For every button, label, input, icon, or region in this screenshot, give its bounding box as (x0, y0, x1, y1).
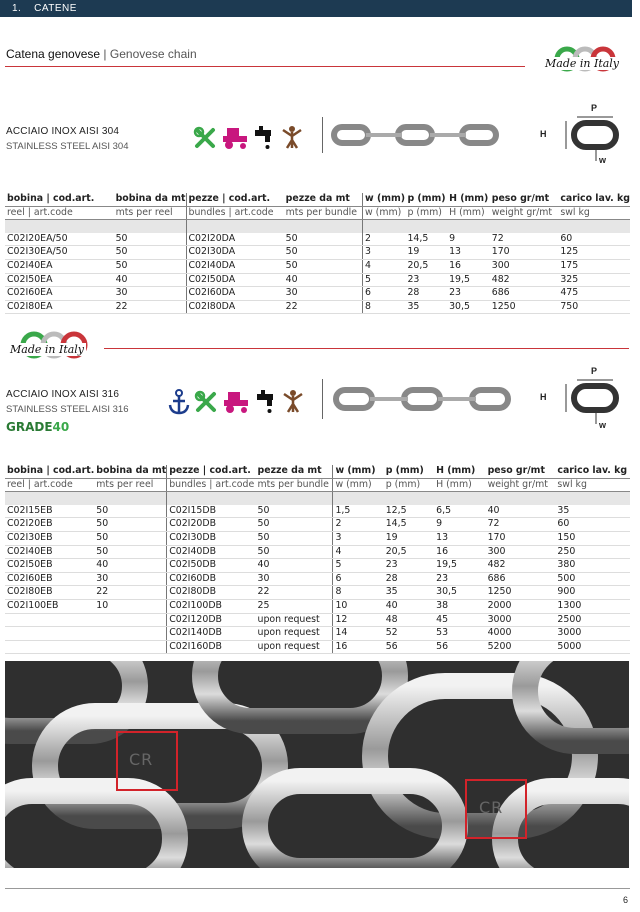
table-cell: C02I40DA (186, 259, 284, 273)
table-cell: 1,5 (333, 505, 384, 518)
table-cell: 50 (284, 233, 363, 246)
grade-number: 40 (52, 420, 70, 434)
table-cell: 19,5 (434, 559, 485, 573)
col-subheader: p (mm) (384, 478, 434, 492)
table-cell: C02I80EA (5, 300, 114, 314)
table-cell: 14 (333, 627, 384, 641)
table-cell: 50 (256, 531, 333, 545)
col-subheader: swl kg (558, 206, 630, 220)
col-subheader: bundles | art.code (186, 206, 284, 220)
table-cell: 50 (94, 518, 166, 532)
table-cell: 3 (333, 531, 384, 545)
made-in-italy-text: Made in Italy (10, 343, 85, 356)
table-cell: 35 (405, 300, 447, 314)
table-cell: C02I20DA (186, 233, 284, 246)
table-cell: C02I40DB (167, 545, 256, 559)
table-316-body (5, 505, 630, 654)
table-row (5, 559, 630, 573)
table-cell: 23 (405, 273, 447, 287)
mooring-figure-icon (279, 124, 305, 155)
table-cell: 50 (94, 531, 166, 545)
col-header: bobina da mt (114, 193, 186, 206)
table-cell: 300 (486, 545, 556, 559)
table-cell: 35 (555, 505, 630, 518)
table-cell: C02I15EB (5, 505, 94, 518)
table-cell: 40 (94, 559, 166, 573)
table-cell: 40 (384, 599, 434, 613)
table-cell: 72 (490, 233, 559, 246)
page-title-separator: | (103, 47, 107, 61)
table-cell: C02I60DB (167, 572, 256, 586)
table-cell: 12 (333, 613, 384, 627)
col-subheader: reel | art.code (5, 206, 114, 220)
grade-316-it: ACCIAIO INOX AISI 316 (6, 389, 120, 400)
table-cell: 50 (114, 259, 186, 273)
col-subheader: weight gr/mt (486, 478, 556, 492)
page-title (6, 47, 197, 61)
table-cell: 60 (558, 233, 630, 246)
table-cell: C02I40EA (5, 259, 114, 273)
table-header-row (5, 465, 630, 478)
col-header: p (mm) (405, 193, 447, 206)
table-cell: 175 (558, 259, 630, 273)
table-header-row (5, 193, 630, 206)
table-row (5, 259, 630, 273)
table-cell: C02I140DB (167, 627, 256, 641)
table-cell: 4 (333, 545, 384, 559)
table-cell: 6,5 (434, 505, 485, 518)
table-cell: C02I20EB (5, 518, 94, 532)
table-cell: 4000 (486, 627, 556, 641)
table-row (5, 246, 630, 260)
table-cell: 28 (384, 572, 434, 586)
table-cell: C02I20DB (167, 518, 256, 532)
table-cell: C02I50EA (5, 273, 114, 287)
table-cell: 38 (434, 599, 485, 613)
table-cell: 3000 (555, 627, 630, 641)
table-cell: 23 (384, 559, 434, 573)
table-cell: 40 (284, 273, 363, 287)
table-cell: 5200 (486, 640, 556, 654)
chain-closeup-photo (5, 661, 629, 868)
table-cell: C02I80DB (167, 586, 256, 600)
table-cell: 19 (384, 531, 434, 545)
table-cell: 6 (333, 572, 384, 586)
table-cell: 250 (555, 545, 630, 559)
table-cell: 150 (555, 531, 630, 545)
table-304-body (5, 233, 630, 314)
col-subheader: H (mm) (447, 206, 490, 220)
table-cell: 30,5 (434, 586, 485, 600)
table-cell: C02I30EA/50 (5, 246, 114, 260)
table-cell: 686 (486, 572, 556, 586)
table-cell: 5 (363, 273, 406, 287)
table-cell: 20,5 (384, 545, 434, 559)
table-row (5, 599, 630, 613)
spec-table-304 (5, 193, 630, 314)
table-cell: 9 (447, 233, 490, 246)
table-cell: 23 (447, 287, 490, 301)
col-subheader: swl kg (555, 478, 630, 492)
tools-icon (194, 390, 218, 419)
table-cell: 30 (256, 572, 333, 586)
table-cell: 8 (333, 586, 384, 600)
table-cell: 482 (490, 273, 559, 287)
col-header: H (mm) (447, 193, 490, 206)
table-cell: 14,5 (384, 518, 434, 532)
section-header-bar (0, 0, 632, 17)
tractor-icon (222, 390, 250, 419)
table-cell: 900 (555, 586, 630, 600)
table-cell: 40 (114, 273, 186, 287)
col-subheader: bundles | art.code (167, 478, 256, 492)
table-cell: 22 (94, 586, 166, 600)
table-cell: C02I20EA/50 (5, 233, 114, 246)
table-cell: C02I50DA (186, 273, 284, 287)
table-cell: 12,5 (384, 505, 434, 518)
table-cell: 482 (486, 559, 556, 573)
col-subheader: w (mm) (333, 478, 384, 492)
table-cell: C02I30EB (5, 531, 94, 545)
spec-table-316 (5, 465, 630, 654)
page-number: 6 (622, 895, 628, 905)
table-cell (5, 627, 94, 641)
table-cell: C02I60EA (5, 287, 114, 301)
table-cell: 3000 (486, 613, 556, 627)
table-cell: C02I15DB (167, 505, 256, 518)
table-cell: 2 (363, 233, 406, 246)
table-cell: 2000 (486, 599, 556, 613)
table-row (5, 287, 630, 301)
grade-40-badge (6, 420, 69, 434)
table-cell: 22 (284, 300, 363, 314)
table-cell (94, 640, 166, 654)
table-cell (5, 640, 94, 654)
table-cell: C02I160DB (167, 640, 256, 654)
table-cell: 72 (486, 518, 556, 532)
col-header: peso gr/mt (486, 465, 556, 478)
table-cell: 30 (114, 287, 186, 301)
table-cell: 40 (256, 559, 333, 573)
table-cell: 2 (333, 518, 384, 532)
table-cell: 170 (490, 246, 559, 260)
col-header: carico lav. kg (558, 193, 630, 206)
dim-label-h: H (540, 392, 547, 402)
table-cell: 300 (490, 259, 559, 273)
dim-label-h: H (540, 129, 547, 139)
col-header: bobina | cod.art. (5, 465, 94, 478)
chain-image-316 (322, 377, 522, 421)
col-subheader: mts per bundle (284, 206, 363, 220)
table-spacer-row (5, 220, 630, 233)
title-divider (5, 66, 525, 67)
table-cell: C02I30DA (186, 246, 284, 260)
grade-304-en: STAINLESS STEEL AISI 304 (6, 141, 129, 152)
table-cell: 4 (363, 259, 406, 273)
section-number: 1. (12, 3, 22, 14)
col-header: bobina | cod.art. (5, 193, 114, 206)
table-cell: 380 (555, 559, 630, 573)
table-cell: 60 (555, 518, 630, 532)
table-row (5, 233, 630, 246)
table-cell: 50 (256, 545, 333, 559)
table-cell: 50 (256, 518, 333, 532)
tools-icon (193, 126, 217, 155)
table-cell: 28 (405, 287, 447, 301)
table-cell: C02I60EB (5, 572, 94, 586)
table-cell: 23 (434, 572, 485, 586)
page-title-en: Genovese chain (109, 47, 197, 61)
dim-label-p: P (591, 366, 598, 376)
link-dimension-diagram-304 (540, 103, 632, 167)
table-cell: C02I120DB (167, 613, 256, 627)
table-cell: upon request (256, 613, 333, 627)
table-cell: 35 (384, 586, 434, 600)
table-cell: 6 (363, 287, 406, 301)
table-cell: C02I60DA (186, 287, 284, 301)
table-row (5, 640, 630, 654)
table-row (5, 273, 630, 287)
col-header: w (mm) (363, 193, 406, 206)
table-cell: 45 (434, 613, 485, 627)
table-cell: 50 (284, 246, 363, 260)
table-cell: C02I40EB (5, 545, 94, 559)
section-divider (104, 348, 629, 349)
table-cell: 686 (490, 287, 559, 301)
table-cell: C02I100DB (167, 599, 256, 613)
table-cell: upon request (256, 640, 333, 654)
col-header: pezze da mt (284, 193, 363, 206)
table-cell: 1250 (486, 586, 556, 600)
table-cell: 50 (114, 233, 186, 246)
table-cell: 125 (558, 246, 630, 260)
table-cell: 22 (256, 586, 333, 600)
table-cell: 1300 (555, 599, 630, 613)
col-header: pezze | cod.art. (186, 193, 284, 206)
made-in-italy-logo-2 (6, 330, 102, 376)
made-in-italy-logo (541, 45, 631, 87)
col-subheader: mts per reel (94, 478, 166, 492)
table-cell: 19,5 (447, 273, 490, 287)
table-cell: 9 (434, 518, 485, 532)
table-cell: 25 (256, 599, 333, 613)
table-cell: 50 (256, 505, 333, 518)
table-row (5, 586, 630, 600)
table-cell: C02I50DB (167, 559, 256, 573)
table-cell: 19 (405, 246, 447, 260)
table-cell: 13 (447, 246, 490, 260)
table-cell: 3 (363, 246, 406, 260)
table-cell: 8 (363, 300, 406, 314)
table-spacer-row (5, 492, 630, 505)
col-subheader: p (mm) (405, 206, 447, 220)
footer-divider (5, 888, 630, 889)
table-cell: 10 (94, 599, 166, 613)
table-cell: 170 (486, 531, 556, 545)
col-subheader: reel | art.code (5, 478, 94, 492)
anchor-icon (167, 389, 191, 420)
col-header: pezze da mt (256, 465, 333, 478)
table-cell: 10 (333, 599, 384, 613)
dim-label-w: w (599, 155, 607, 165)
dim-label-w: w (599, 420, 607, 430)
mooring-figure-icon (280, 388, 306, 419)
chain-image-304 (322, 115, 510, 155)
page-title-it: Catena genovese (6, 47, 101, 61)
table-cell: 52 (384, 627, 434, 641)
table-cell: 50 (94, 545, 166, 559)
table-cell: 13 (434, 531, 485, 545)
col-header: pezze | cod.art. (167, 465, 256, 478)
table-cell: C02I80DA (186, 300, 284, 314)
col-header: w (mm) (333, 465, 384, 478)
grade-316-en: STAINLESS STEEL AISI 316 (6, 404, 129, 415)
table-row (5, 627, 630, 641)
table-cell: C02I100EB (5, 599, 94, 613)
col-subheader: H (mm) (434, 478, 485, 492)
table-cell: C02I80EB (5, 586, 94, 600)
grade-label: GRADE (6, 420, 53, 434)
table-subheader-row (5, 478, 630, 492)
table-cell: 16 (447, 259, 490, 273)
table-cell: 30 (94, 572, 166, 586)
table-cell: 325 (558, 273, 630, 287)
table-cell: 500 (555, 572, 630, 586)
table-cell: 56 (434, 640, 485, 654)
table-cell: 14,5 (405, 233, 447, 246)
section-title: CATENE (34, 3, 77, 14)
table-cell: 56 (384, 640, 434, 654)
table-cell: C02I50EB (5, 559, 94, 573)
col-header: bobina da mt (94, 465, 166, 478)
table-cell: 53 (434, 627, 485, 641)
made-in-italy-text: Made in Italy (545, 57, 620, 70)
table-row (5, 531, 630, 545)
faucet-icon (255, 390, 275, 419)
col-header: peso gr/mt (490, 193, 559, 206)
dim-label-p: P (591, 103, 598, 113)
table-cell: 30 (284, 287, 363, 301)
table-row (5, 613, 630, 627)
table-cell: C02I30DB (167, 531, 256, 545)
col-subheader: weight gr/mt (490, 206, 559, 220)
table-cell: 1250 (490, 300, 559, 314)
tractor-icon (221, 126, 249, 155)
stamp-mark-2: CR (479, 798, 504, 817)
table-row (5, 545, 630, 559)
table-cell: 30,5 (447, 300, 490, 314)
table-cell: 16 (434, 545, 485, 559)
col-subheader: mts per reel (114, 206, 186, 220)
grade-304-it: ACCIAIO INOX AISI 304 (6, 126, 120, 137)
table-cell: 40 (486, 505, 556, 518)
table-cell: 50 (94, 505, 166, 518)
table-cell: 2500 (555, 613, 630, 627)
table-cell: 5 (333, 559, 384, 573)
col-header: carico lav. kg (555, 465, 630, 478)
table-cell (94, 627, 166, 641)
table-cell: 5000 (555, 640, 630, 654)
col-subheader: mts per bundle (256, 478, 333, 492)
stamp-mark-1: CR (129, 750, 154, 769)
link-dimension-diagram-316 (540, 366, 632, 432)
table-cell (94, 613, 166, 627)
table-cell: 750 (558, 300, 630, 314)
table-cell: 16 (333, 640, 384, 654)
table-cell: 475 (558, 287, 630, 301)
chain-links-illustration (5, 661, 629, 868)
faucet-icon (253, 126, 273, 155)
table-row (5, 300, 630, 314)
table-cell (5, 613, 94, 627)
table-row (5, 572, 630, 586)
col-subheader: w (mm) (363, 206, 406, 220)
table-cell: 20,5 (405, 259, 447, 273)
col-header: p (mm) (384, 465, 434, 478)
table-row (5, 505, 630, 518)
table-cell: 48 (384, 613, 434, 627)
table-row (5, 518, 630, 532)
table-cell: upon request (256, 627, 333, 641)
table-cell: 50 (284, 259, 363, 273)
col-header: H (mm) (434, 465, 485, 478)
table-cell: 22 (114, 300, 186, 314)
table-cell: 50 (114, 246, 186, 260)
table-subheader-row (5, 206, 630, 220)
